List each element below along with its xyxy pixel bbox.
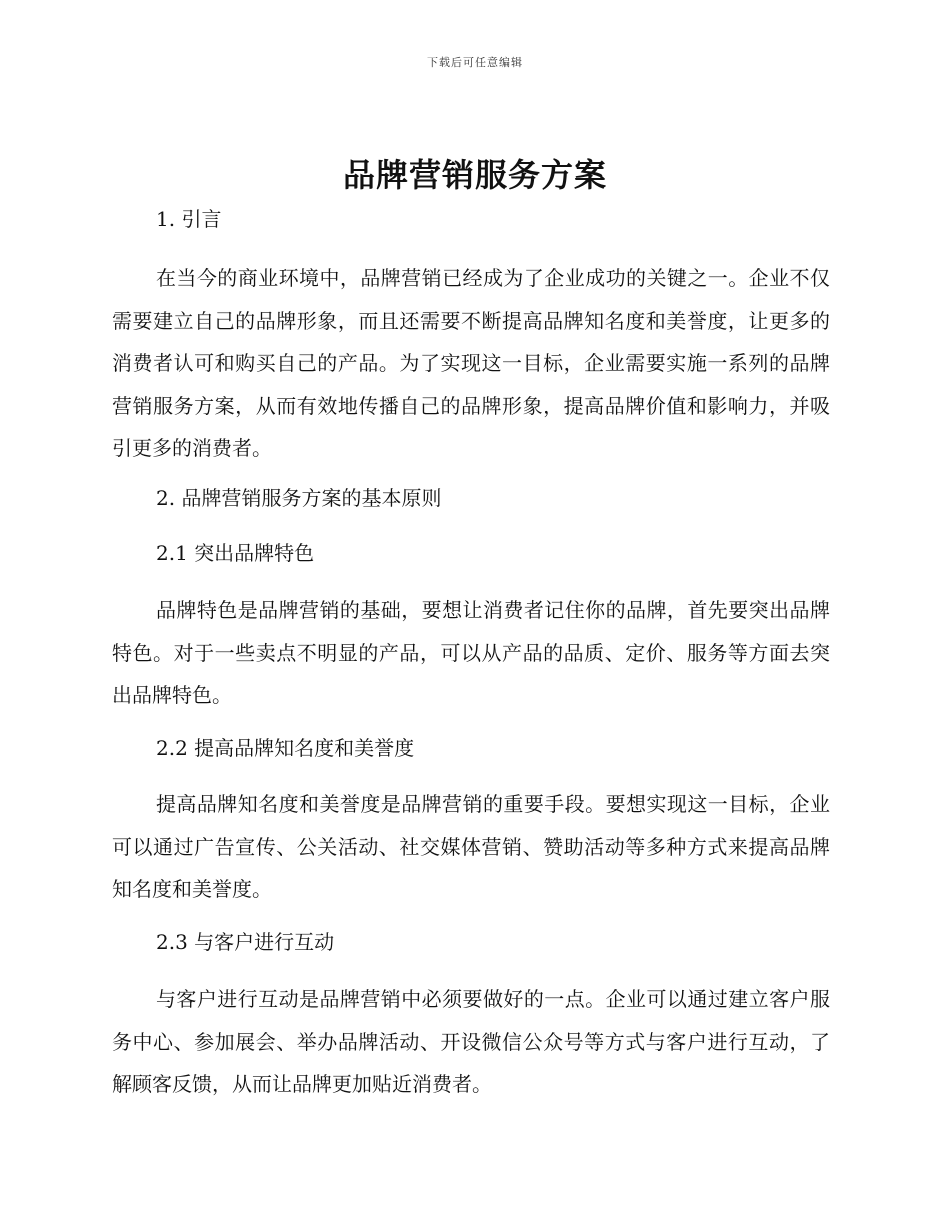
section-heading-brand-awareness: 2.2 提高品牌知名度和美誉度 [156, 736, 415, 760]
document-title: 品牌营销服务方案 [342, 156, 607, 194]
section-heading-principles: 2. 品牌营销服务方案的基本原则 [156, 486, 442, 510]
section-paragraph-brand-features: 品牌特色是品牌营销的基础，要想让消费者记住你的品牌，首先要突出品牌特色。对于一些卖点不明显的产品，可以从产品的品质、定价、服务等方面去突出品牌特色。 [112, 598, 830, 707]
header-note: 下载后可任意编辑 [427, 56, 523, 69]
section-heading-intro: 1. 引言 [156, 207, 222, 231]
section-heading-brand-features: 2.1 突出品牌特色 [156, 541, 315, 565]
section-paragraph-customer-interaction: 与客户进行互动是品牌营销中必须要做好的一点。企业可以通过建立客户服务中心、参加展会、举办品牌活动、开设微信公众号等方式与客户进行互动，了解顾客反馈，从而让品牌更加贴近消费者。 [112, 987, 830, 1096]
section-paragraph-intro: 在当今的商业环境中，品牌营销已经成为了企业成功的关键之一。企业不仅需要建立自己的品牌形象，而且还需要不断提高品牌知名度和美誉度，让更多的消费者认可和购买自己的产品。为了实现这一目标，企业需要实施一系列的品牌营销服务方案，从而有效地传播自己的品牌形象，提高品牌价值和影响力，并吸引更多的消费者。 [112, 266, 830, 460]
section-paragraph-brand-awareness: 提高品牌知名度和美誉度是品牌营销的重要手段。要想实现这一目标，企业可以通过广告宣传、公关活动、社交媒体营销、赞助活动等多种方式来提高品牌知名度和美誉度。 [112, 792, 830, 901]
section-heading-customer-interaction: 2.3 与客户进行互动 [156, 930, 335, 954]
